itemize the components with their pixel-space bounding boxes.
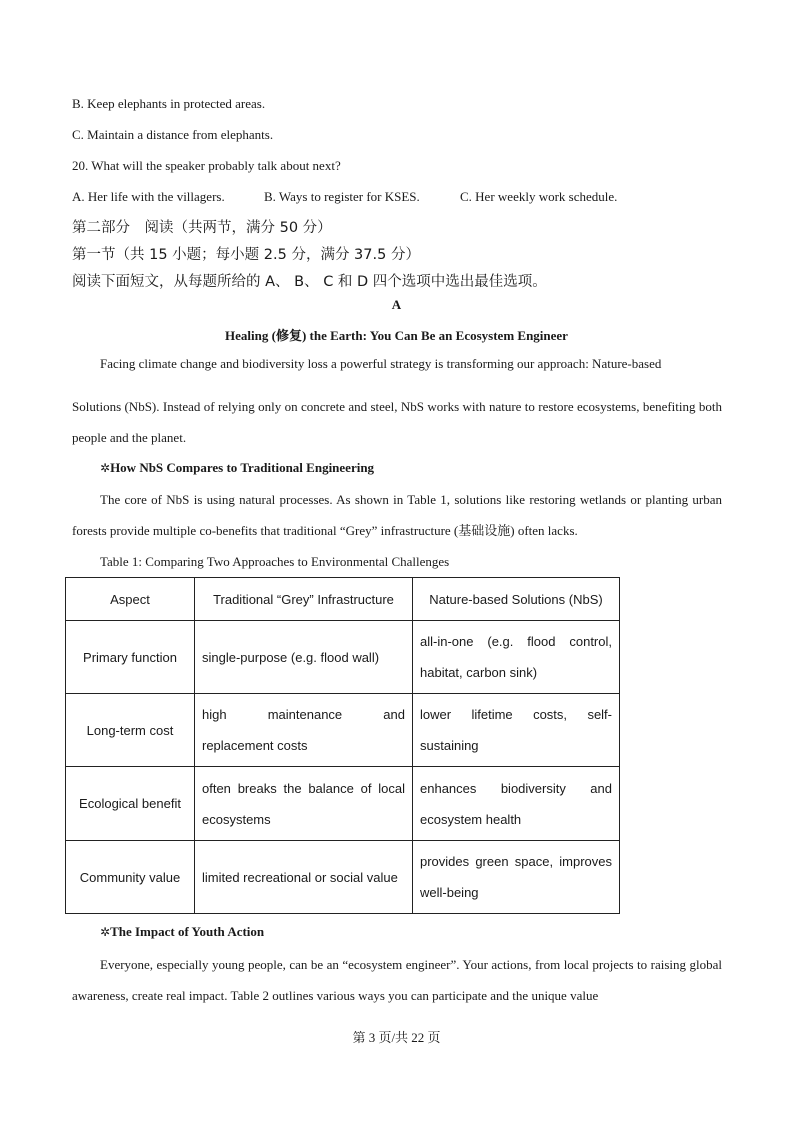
heading-text: The Impact of Youth Action <box>110 924 265 939</box>
paragraph-2: The core of NbS is using natural processes. As shown in Table 1, solutions like restoring wetlands or planting urban forests provide multiple co-benefits that traditional “Grey” infrastructure (基础设施) often lacks. <box>72 492 722 538</box>
aspect-cell: Primary function <box>66 621 195 694</box>
nbs-cell: provides green space, improves well-being <box>413 841 620 914</box>
grey-cell: high maintenance and replacement costs <box>195 694 413 767</box>
header-cell: Aspect <box>66 578 195 621</box>
grey-cell: limited recreational or social value <box>195 841 413 914</box>
paragraph-1-rest: Solutions (NbS). Instead of relying only on concrete and steel, NbS works with nature to restore ecosystems, benefiting both people and the planet. <box>72 399 722 445</box>
table-row <box>66 767 620 841</box>
question-20: 20. What will the speaker probably talk about next? <box>72 158 341 173</box>
grey-cell: single-purpose (e.g. flood wall) <box>195 621 413 694</box>
star-icon: ✲ <box>100 461 111 475</box>
aspect-cell: Community value <box>66 841 195 914</box>
passage-title: Healing (修复) the Earth: You Can Be an Ecosystem Engineer <box>225 328 568 343</box>
q20-option-c: C. Her weekly work schedule. <box>460 189 618 204</box>
aspect-cell: Ecological benefit <box>66 767 195 841</box>
header-cell: Nature-based Solutions (NbS) <box>413 578 620 621</box>
nbs-cell: enhances biodiversity and ecosystem health <box>413 767 620 841</box>
star-icon: ✲ <box>100 925 111 939</box>
comparison-table <box>65 577 620 914</box>
passage-letter: A <box>391 297 402 312</box>
table-row <box>66 621 620 694</box>
paragraph-1-line-1: Facing climate change and biodiversity loss a powerful strategy is transforming our approach: Nature-based <box>100 356 662 371</box>
section-heading-youth <box>100 924 264 940</box>
section-heading-nbs <box>100 460 374 476</box>
section-heading: 第一节（共 15 小题；每小题 2.5 分，满分 37.5 分） <box>72 247 420 263</box>
option-c: C. Maintain a distance from elephants. <box>72 127 274 142</box>
table-row <box>66 694 620 767</box>
paragraph-3: Everyone, especially young people, can be an “ecosystem engineer”. Your actions, from local projects to raising global awareness, create real impact. Table 2 outlines various ways you can participate and the unique value <box>72 957 722 1003</box>
table-caption: Table 1: Comparing Two Approaches to Environmental Challenges <box>100 554 450 569</box>
header-cell: Traditional “Grey” Infrastructure <box>195 578 413 621</box>
table-row <box>66 841 620 914</box>
part-heading: 第二部分 阅读（共两节，满分 50 分） <box>72 220 332 236</box>
nbs-cell: all-in-one (e.g. flood control, habitat, carbon sink) <box>413 621 620 694</box>
table-header-row <box>66 578 620 621</box>
nbs-cell: lower lifetime costs, self-sustaining <box>413 694 620 767</box>
instruction: 阅读下面短文，从每题所给的 A、 B、 C 和 D 四个选项中选出最佳选项。 <box>72 274 547 290</box>
q20-option-a: A. Her life with the villagers. <box>72 189 225 204</box>
aspect-cell: Long-term cost <box>66 694 195 767</box>
heading-text: How NbS Compares to Traditional Engineering <box>110 460 375 475</box>
option-b: B. Keep elephants in protected areas. <box>72 96 266 111</box>
page-number: 第 3 页/共 22 页 <box>352 1030 441 1045</box>
grey-cell: often breaks the balance of local ecosystems <box>195 767 413 841</box>
q20-option-b: B. Ways to register for KSES. <box>264 189 420 204</box>
